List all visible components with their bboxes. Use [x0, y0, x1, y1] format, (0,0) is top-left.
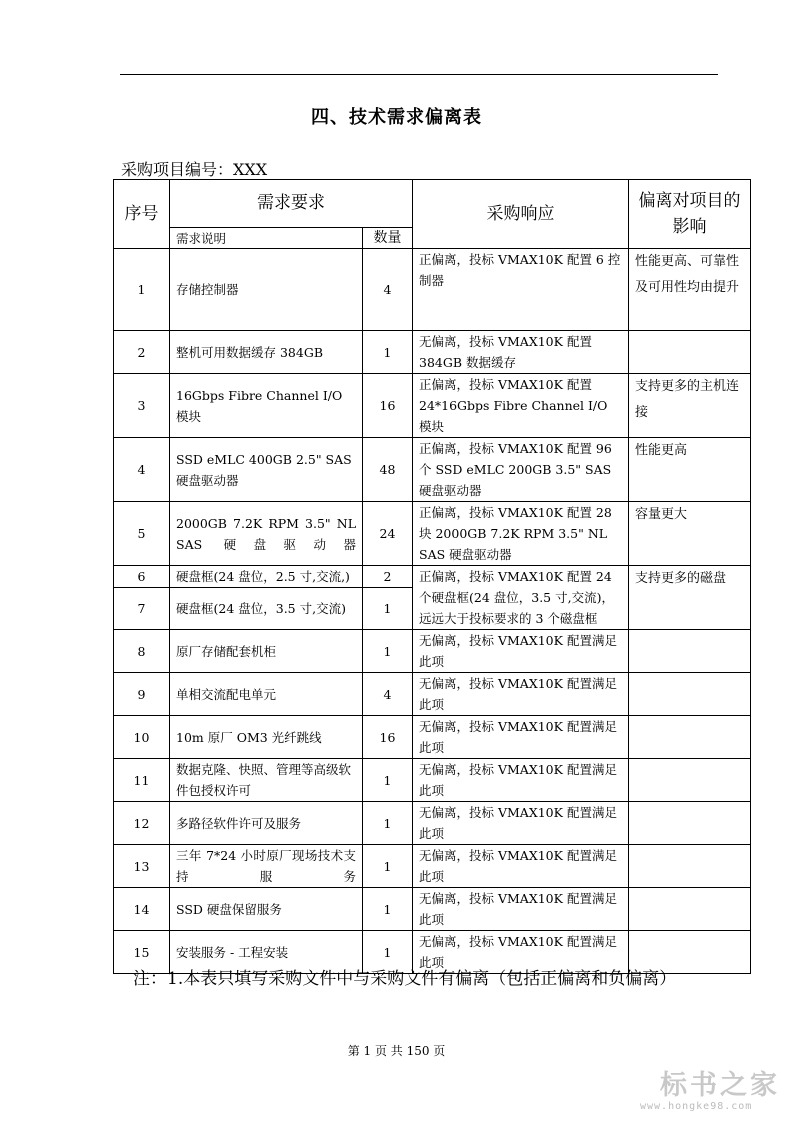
row-desc: 硬盘框(24 盘位，2.5 寸,交流,) — [170, 566, 363, 588]
row-impact — [629, 845, 751, 888]
row-impact — [629, 673, 751, 716]
top-rule — [120, 74, 718, 75]
table-row — [114, 845, 751, 888]
row-response: 无偏离，投标 VMAX10K 配置满足此项 — [413, 673, 629, 716]
row-impact — [629, 630, 751, 673]
row-desc: SSD 硬盘保留服务 — [170, 888, 363, 931]
row-impact: 支持更多的磁盘 — [629, 566, 751, 630]
row-no: 8 — [114, 630, 170, 673]
table-row — [114, 802, 751, 845]
row-desc: 多路径软件许可及服务 — [170, 802, 363, 845]
row-no: 6 — [114, 566, 170, 588]
header-impact: 偏离对项目的影响 — [629, 180, 751, 249]
row-impact — [629, 331, 751, 374]
row-no: 11 — [114, 759, 170, 802]
watermark-logo: 标书之家 — [660, 1070, 780, 1101]
row-impact — [629, 802, 751, 845]
row-response: 无偏离，投标 VMAX10K 配置满足此项 — [413, 931, 629, 974]
page-number: 第 1 页 共 150 页 — [347, 1044, 446, 1058]
table-row — [114, 630, 751, 673]
row-qty: 1 — [363, 845, 413, 888]
table-row — [114, 438, 751, 502]
row-desc: 安装服务 - 工程安装 — [170, 931, 363, 974]
row-response: 无偏离，投标 VMAX10K 配置满足此项 — [413, 845, 629, 888]
table-row — [114, 249, 751, 331]
row-no: 14 — [114, 888, 170, 931]
deviation-table — [113, 179, 751, 974]
row-desc: 三年 7*24 小时原厂现场技术支持服务 — [170, 845, 363, 888]
row-impact — [629, 888, 751, 931]
header-requirement: 需求要求 — [170, 180, 413, 228]
table-row — [114, 673, 751, 716]
row-impact: 性能更高、可靠性及可用性均由提升 — [629, 249, 751, 331]
row-desc: 16Gbps Fibre Channel I/O 模块 — [170, 374, 363, 438]
project-number: 采购项目编号：XXX — [121, 160, 268, 179]
row-response: 正偏离，投标 VMAX10K 配置 28 块 2000GB 7.2K RPM 3.5" NL SAS 硬盘驱动器 — [413, 502, 629, 566]
row-no: 3 — [114, 374, 170, 438]
row-desc: 数据克隆、快照、管理等高级软件包授权许可 — [170, 759, 363, 802]
row-qty: 1 — [363, 630, 413, 673]
row-qty: 4 — [363, 249, 413, 331]
row-no: 4 — [114, 438, 170, 502]
row-qty: 16 — [363, 716, 413, 759]
row-response: 无偏离，投标 VMAX10K 配置满足此项 — [413, 716, 629, 759]
row-qty: 2 — [363, 566, 413, 588]
row-no: 1 — [114, 249, 170, 331]
row-desc: 单相交流配电单元 — [170, 673, 363, 716]
page-title: 四、技术需求偏离表 — [311, 107, 482, 128]
row-qty: 1 — [363, 331, 413, 374]
table-note: 注：1.本表只填写采购文件中与采购文件有偏离（包括正偏离和负偏离） — [133, 969, 677, 989]
row-desc: SSD eMLC 400GB 2.5" SAS 硬盘驱动器 — [170, 438, 363, 502]
row-no: 2 — [114, 331, 170, 374]
header-qty: 数量 — [363, 228, 413, 249]
row-impact: 支持更多的主机连接 — [629, 374, 751, 438]
header-seq: 序号 — [114, 180, 170, 249]
row-impact: 容量更大 — [629, 502, 751, 566]
row-response: 无偏离，投标 VMAX10K 配置满足此项 — [413, 759, 629, 802]
table-row — [114, 502, 751, 566]
row-response: 无偏离，投标 VMAX10K 配置满足此项 — [413, 888, 629, 931]
row-no: 15 — [114, 931, 170, 974]
header-desc: 需求说明 — [170, 228, 363, 249]
table-row — [114, 759, 751, 802]
row-response: 无偏离，投标 VMAX10K 配置满足此项 — [413, 630, 629, 673]
row-qty: 1 — [363, 588, 413, 630]
row-desc: 存储控制器 — [170, 249, 363, 331]
row-desc: 10m 原厂 OM3 光纤跳线 — [170, 716, 363, 759]
row-response: 无偏离，投标 VMAX10K 配置满足此项 — [413, 802, 629, 845]
row-qty: 4 — [363, 673, 413, 716]
table-row — [114, 888, 751, 931]
row-desc: 整机可用数据缓存 384GB — [170, 331, 363, 374]
row-qty: 24 — [363, 502, 413, 566]
header-response: 采购响应 — [413, 180, 629, 249]
row-no: 12 — [114, 802, 170, 845]
row-impact — [629, 716, 751, 759]
row-qty: 1 — [363, 931, 413, 974]
row-qty: 1 — [363, 888, 413, 931]
table-row — [114, 716, 751, 759]
row-response: 正偏离，投标 VMAX10K 配置 24 个硬盘框(24 盘位，3.5 寸,交流)，远远大于投标要求的 3 个磁盘框 — [413, 566, 629, 630]
row-response: 正偏离，投标 VMAX10K 配置 96 个 SSD eMLC 200GB 3.5" SAS 硬盘驱动器 — [413, 438, 629, 502]
row-qty: 1 — [363, 802, 413, 845]
row-desc: 2000GB 7.2K RPM 3.5" NL SAS 硬盘驱动器 — [170, 502, 363, 566]
row-desc: 硬盘框(24 盘位，3.5 寸,交流) — [170, 588, 363, 630]
row-response: 正偏离，投标 VMAX10K 配置 24*16Gbps Fibre Channel I/O 模块 — [413, 374, 629, 438]
row-impact: 性能更高 — [629, 438, 751, 502]
row-response: 无偏离，投标 VMAX10K 配置 384GB 数据缓存 — [413, 331, 629, 374]
row-desc: 原厂存储配套机柜 — [170, 630, 363, 673]
row-qty: 1 — [363, 759, 413, 802]
row-no: 7 — [114, 588, 170, 630]
watermark-url: www.hongke98.com — [640, 1101, 753, 1112]
row-impact — [629, 759, 751, 802]
row-qty: 16 — [363, 374, 413, 438]
row-no: 13 — [114, 845, 170, 888]
table-row — [114, 331, 751, 374]
row-qty: 48 — [363, 438, 413, 502]
table-row — [114, 566, 751, 588]
row-no: 10 — [114, 716, 170, 759]
row-no: 5 — [114, 502, 170, 566]
row-response: 正偏离，投标 VMAX10K 配置 6 控制器 — [413, 249, 629, 331]
table-row — [114, 374, 751, 438]
row-no: 9 — [114, 673, 170, 716]
